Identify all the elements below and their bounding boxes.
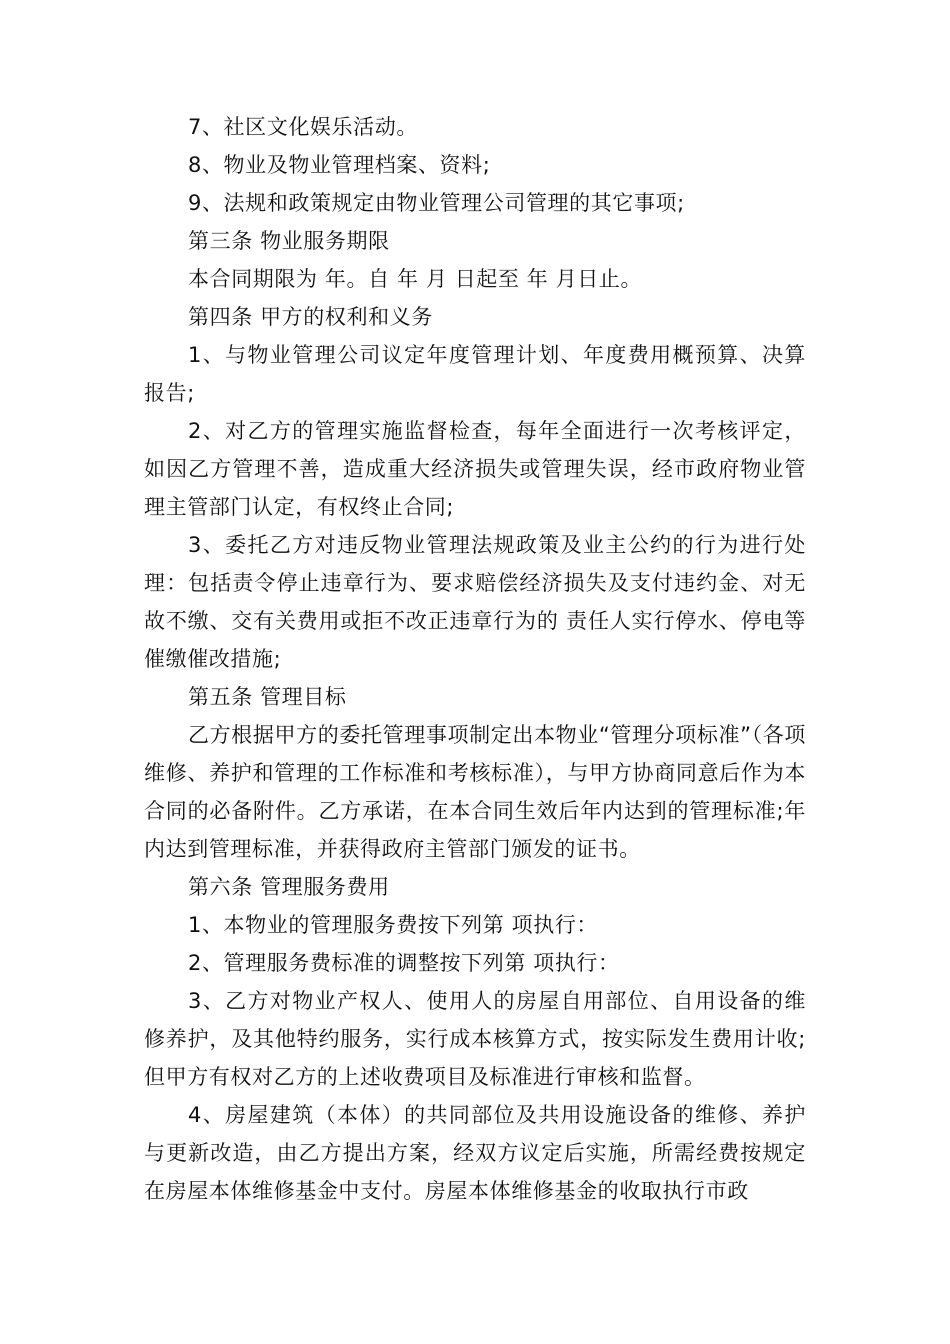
- article-4-item-1: 1、与物业管理公司议定年度管理计划、年度费用概预算、决算报告;: [144, 343, 806, 405]
- contract-term-paragraph: 本合同期限为 年。自 年 月 日起至 年 月日止。: [188, 267, 643, 291]
- article-4-item-2: 2、对乙方的管理实施监督检查，每年全面进行一次考核评定，如因乙方管理不善，造成重大经济损失或管理失误，经市政府物业管理主管部门认定，有权终止合同;: [144, 419, 806, 519]
- article-6-item-1: 1、本物业的管理服务费按下列第 项执行：: [188, 913, 599, 937]
- item-9: 9、法规和政策规定由物业管理公司管理的其它事项;: [188, 191, 685, 215]
- document-page: [144, 108, 806, 1210]
- article-6-heading: 第六条 管理服务费用: [188, 875, 390, 899]
- article-4-item-3: 3、委托乙方对违反物业管理法规政策及业主公约的行为进行处理：包括责令停止违章行为、要求赔偿经济损失及支付违约金、对无故不缴、交有关费用或拒不改正违章行为的 责任人实行停水、停电等催缴催改措施;: [144, 533, 806, 671]
- item-8: 8、物业及物业管理档案、资料;: [188, 153, 491, 177]
- article-6-item-3: 3、乙方对物业产权人、使用人的房屋自用部位、自用设备的维修养护，及其他特约服务，实行成本核算方式，按实际发生费用计收;但甲方有权对乙方的上述收费项目及标准进行审核和监督。: [144, 989, 806, 1089]
- article-6-item-2: 2、管理服务费标准的调整按下列第 项执行：: [188, 951, 620, 975]
- article-5-paragraph: 乙方根据甲方的委托管理事项制定出本物业“管理分项标准”（各项维修、养护和管理的工作标准和考核标准），与甲方协商同意后作为本合同的必备附件。乙方承诺，在本合同生效后年内达到的管理标准;年内达到管理标准，并获得政府主管部门颁发的证书。: [144, 723, 806, 861]
- item-7: 7、社区文化娱乐活动。: [188, 115, 418, 139]
- article-3-heading: 第三条 物业服务期限: [188, 229, 390, 253]
- article-6-item-4: 4、房屋建筑（本体）的共同部位及共用设施设备的维修、养护与更新改造，由乙方提出方案，经双方议定后实施，所需经费按规定在房屋本体维修基金中支付。房屋本体维修基金的收取执行市政: [144, 1103, 806, 1203]
- article-4-heading: 第四条 甲方的权利和义务: [188, 305, 433, 329]
- article-5-heading: 第五条 管理目标: [188, 685, 347, 709]
